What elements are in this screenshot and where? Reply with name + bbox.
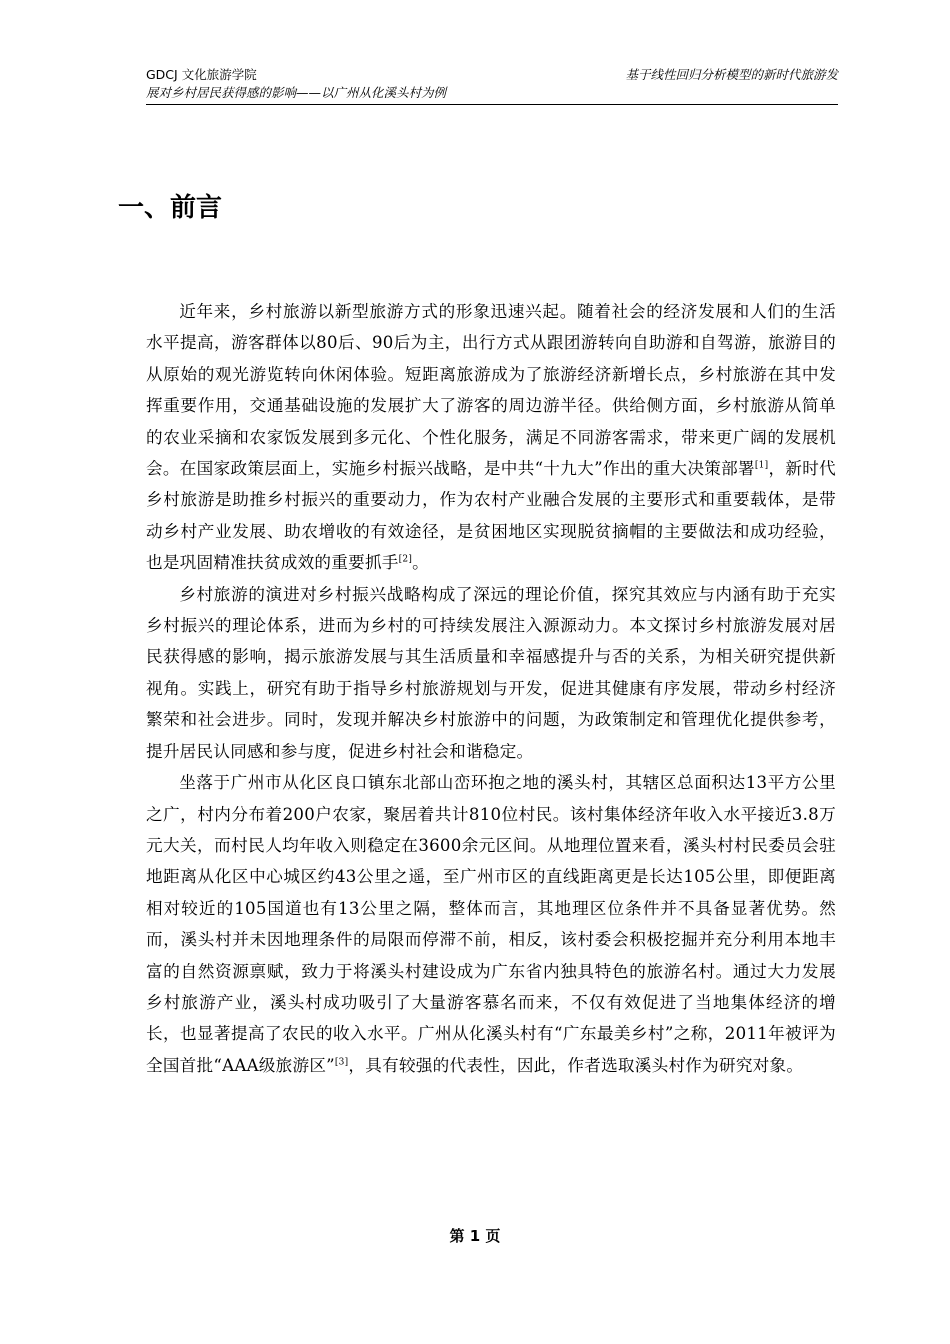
section-heading: 一、前言 bbox=[118, 193, 223, 223]
header-institution: GDCJ 文化旅游学院 bbox=[146, 67, 257, 82]
citation-2: [2] bbox=[398, 554, 413, 565]
header-title-continuation: 展对乡村居民获得感的影响——以广州从化溪头村为例 bbox=[146, 85, 447, 100]
paragraph-1-part-c: 。 bbox=[412, 553, 429, 573]
running-header-left bbox=[146, 66, 566, 102]
paragraph-3-part-a: 坐落于广州市从化区良口镇东北部山峦环抱之地的溪头村，其辖区总面积达13平方公里之广，村内分布着200户农家，聚居着共计810位村民。该村集体经济年收入水平接近3.8万元大关，而村民人均年收入则稳定在3600余元区间。从地理位置来看，溪头村村民委员会驻地距离从化区中心城区约43公里之遥，至广州市区的直线距离更是长达105公里，即便距离相对较近的105国道也有13公里之隔，整体而言，其地理区位条件并不具备显著优势。然而，溪头村并未因地理条件的局限而停滞不前，相反，该村委会积极挖掘并充分利用本地丰富的自然资源禀赋，致力于将溪头村建设成为广东省内独具特色的旅游名村。通过大力发展乡村旅游产业，溪头村成功吸引了大量游客慕名而来，不仅有效促进了当地集体经济的增长，也显著提高了农民的收入水平。广州从化溪头村有“广东最美乡村”之称，2011年被评为全国首批“AAA级旅游区” bbox=[146, 773, 836, 1075]
header-title-start: 基于线性回归分析模型的新时代旅游发 bbox=[625, 67, 838, 82]
page-number: 第 1 页 bbox=[449, 1227, 501, 1245]
body-text bbox=[146, 296, 836, 1081]
paragraph-3-part-b: ，具有较强的代表性，因此，作者选取溪头村作为研究对象。 bbox=[348, 1055, 804, 1075]
paragraph-1 bbox=[146, 296, 836, 579]
header-divider bbox=[146, 104, 838, 105]
paragraph-3 bbox=[146, 767, 836, 1081]
paragraph-1-part-a: 近年来，乡村旅游以新型旅游方式的形象迅速兴起。随着社会的经济发展和人们的生活水平提高，游客群体以80后、90后为主，出行方式从跟团游转向自助游和自驾游，旅游目的从原始的观光游览转向休闲体验。短距离旅游成为了旅游经济新增长点，乡村旅游在其中发挥重要作用，交通基础设施的发展扩大了游客的周边游半径。供给侧方面，乡村旅游从简单的农业采摘和农家饭发展到多元化、个性化服务，满足不同游客需求，带来更广阔的发展机会。在国家政策层面上，实施乡村振兴战略，是中共“十九大”作出的重大决策部署 bbox=[146, 302, 836, 479]
paragraph-2: 乡村旅游的演进对乡村振兴战略构成了深远的理论价值，探究其效应与内涵有助于充实乡村振兴的理论体系，进而为乡村的可持续发展注入源源动力。本文探讨乡村旅游发展对居民获得感的影响，揭示旅游发展与其生活质量和幸福感提升与否的关系，为相关研究提供新视角。实践上，研究有助于指导乡村旅游规划与开发，促进其健康有序发展，带动乡村经济繁荣和社会进步。同时，发现并解决乡村旅游中的问题，为政策制定和管理优化提供参考，提升居民认同感和参与度，促进乡村社会和谐稳定。 bbox=[146, 584, 836, 761]
citation-3: [3] bbox=[334, 1057, 349, 1068]
citation-1: [1] bbox=[754, 460, 769, 471]
paragraph-1-part-b: ，新时代乡村旅游是助推乡村振兴的重要动力，作为农村产业融合发展的主要形式和重要载体，是带动乡村产业发展、助农增收的有效途径，是贫困地区实现脱贫摘帽的主要做法和成功经验，也是巩固精准扶贫成效的重要抓手 bbox=[146, 459, 837, 573]
